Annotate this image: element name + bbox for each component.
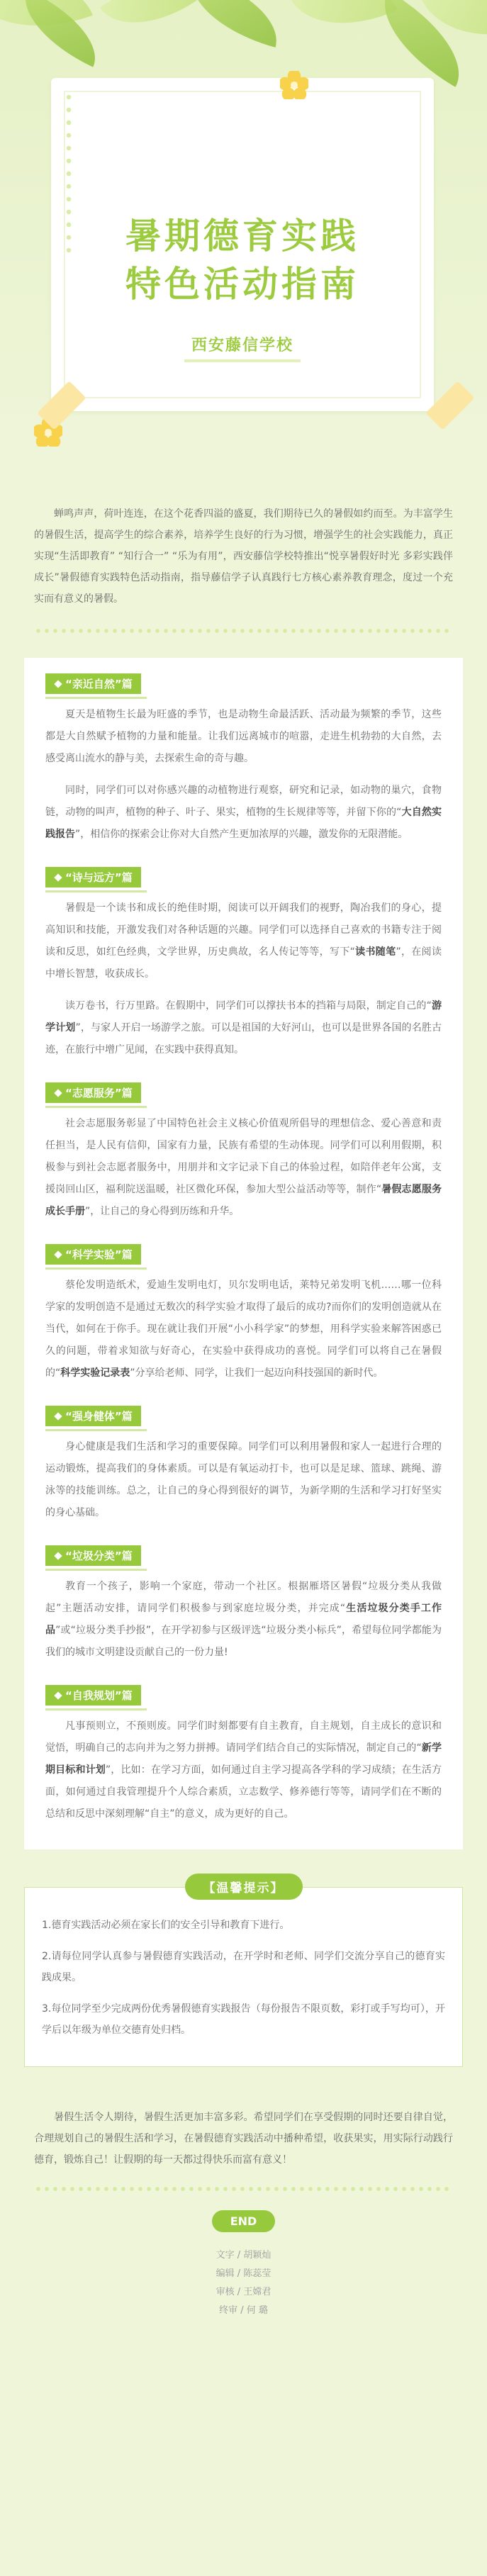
section-title-text: “自我规划”篇 bbox=[65, 1689, 133, 1702]
end-row bbox=[0, 2210, 487, 2232]
diamond-icon bbox=[54, 1691, 62, 1699]
end-badge: END bbox=[212, 2210, 276, 2232]
credit-editor: 编辑 / 陈蕊莹 bbox=[215, 2268, 272, 2279]
diamond-icon bbox=[54, 1250, 62, 1258]
paragraph-text: ”，让自己的身心得到历练和升华。 bbox=[85, 1206, 240, 1217]
section-title-text: “诗与远方”篇 bbox=[65, 871, 133, 884]
credits bbox=[0, 2246, 487, 2341]
section-title bbox=[45, 867, 141, 887]
section-body bbox=[45, 1113, 442, 1223]
paragraph-emphasis: 暑假志愿服务成长手册 bbox=[45, 1184, 442, 1217]
tip-item: 2.请每位同学认真参与暑假德育实践活动，在开学时和老师、同学们交流分享自己的德育实践成果。 bbox=[42, 1951, 445, 1983]
section-title-text: “志愿服务”篇 bbox=[65, 1087, 133, 1099]
flower-icon bbox=[280, 71, 308, 99]
section-title-text: “科学实验”篇 bbox=[65, 1248, 133, 1261]
section-title bbox=[45, 1406, 141, 1426]
section-title-text: “亲近自然”篇 bbox=[65, 678, 133, 690]
section-paragraph bbox=[45, 1113, 442, 1223]
hero-banner bbox=[0, 0, 487, 454]
diamond-icon bbox=[54, 1412, 62, 1420]
section-title-text: “垃圾分类”篇 bbox=[65, 1550, 133, 1562]
closing-paragraph: 暑假生活令人期待，暑假生活更加丰富多彩。希望同学们在享受假期的同时还要自律自觉，合理规划自己的暑假生活和学习，在暑假德育实践活动中播种希望，收获果实，用实际行动践行德育，锻炼自己！让假期的每一天都过得快乐而富有意义！ bbox=[34, 2112, 453, 2166]
credit-final-reviewer: 终审 / 何 璐 bbox=[219, 2305, 268, 2316]
section-paragraph bbox=[45, 897, 442, 985]
section bbox=[45, 1244, 442, 1384]
section-body bbox=[45, 704, 442, 846]
content-card bbox=[24, 658, 463, 1849]
paragraph-emphasis: 大自然实践报告 bbox=[45, 807, 442, 840]
paragraph-text: 暑假是一个读书和成长的绝佳时期，阅读可以开阔我们的视野，陶冶我们的身心，提高知识和技能，开激发我们对各种话题的兴趣。同学们可以选择自己喜欢的书籍专注于阅读和反思，如红色经典，文学世界，历史典故，名人传记等等，写下“ bbox=[45, 902, 442, 958]
paragraph-emphasis: 生活垃圾分类手工作品 bbox=[45, 1603, 442, 1636]
section-title bbox=[45, 673, 141, 694]
paragraph-text: 身心健康是我们生活和学习的重要保障。同学们可以利用暑假和家人一起进行合理的运动锻炼，提高我们的身体素质。可以是有氧运动打卡，也可以是足球、篮球、跳绳、游泳等的技能训练。总之，让自己的身心得到很好的调节，为新学期的生活和学习打好坚实的身心基础。 bbox=[45, 1441, 442, 1518]
credit-reviewer: 审核 / 王嫦君 bbox=[215, 2287, 272, 2297]
intro-paragraph: 蝉鸣声声，荷叶连连，在这个花香四溢的盛夏，我们期待已久的暑假如约而至。为丰富学生的暑假生活，提高学生的综合素养，培养学生良好的行为习惯，增强学生的社会实践能力，真正实现“生活即教育” “知行合一” “乐为有用”，西安藤信学校特推出“悦享暑假好时光 多彩实践伴成长”暑假德育实践特色活动指南，指导藤信学子认真践行七方核心素养教育理念，度过一个充实而有意义的暑假。 bbox=[34, 508, 453, 605]
section-title bbox=[45, 1082, 141, 1103]
tip-item: 3.每位同学至少完成两份优秀暑假德育实践报告（每份报告不限页数，彩打或手写均可），开学后以年级为单位交德育处归档。 bbox=[42, 2003, 445, 2036]
leaf-decoration bbox=[100, 0, 198, 48]
leaf-decoration bbox=[179, 0, 288, 47]
section-body bbox=[45, 1715, 442, 1825]
paragraph-text: 社会志愿服务彰显了中国特色社会主义核心价值观所倡导的理想信念、爱心善意和责任担当，是人民有信仰，国家有力量，民族有希望的生动体现。同学们可以利用假期，积极参与到社会志愿者服务中，用朋并和文字记录下自己的体验过程，如陪伴老年公寓，支援岗回山区，福利院送温暖，社区微化环保，参加大型公益活动等等，制作“ bbox=[45, 1118, 442, 1195]
section bbox=[45, 867, 442, 1061]
paragraph-text: 教育一个孩子，影响一个家庭，带动一个社区。根据雁塔区暑假“垃圾分类从我做起”主题活动安排，请同学们积极参与到家庭垃圾分类，并完成“ bbox=[45, 1581, 442, 1614]
section bbox=[45, 1685, 442, 1825]
page-title-line2: 特色活动指南 bbox=[125, 263, 359, 305]
section-paragraph bbox=[45, 1576, 442, 1664]
paragraph-text: ”分享给老师、同学，让我们一起迈向科技强国的新时代。 bbox=[130, 1367, 384, 1379]
tips-box bbox=[24, 1887, 463, 2067]
tips-badge: 【温馨提示】 bbox=[185, 1874, 303, 1900]
paragraph-text: ”，与家人开启一场游学之旅。可以是祖国的大好河山，也可以是世界各国的名胜古迹，在旅行中增广见闻，在实践中获得真知。 bbox=[45, 1022, 442, 1055]
section-title bbox=[45, 1685, 141, 1706]
diamond-icon bbox=[54, 1552, 62, 1559]
paragraph-emphasis: 读书随笔 bbox=[354, 946, 396, 958]
dot-divider bbox=[34, 2186, 453, 2192]
paragraph-text: ”或“垃圾分类手抄报”，在开学初参与区级评选“垃圾分类小标兵”，希望每位同学都能为我们的城市文明建设贡献自己的一份力量! bbox=[45, 1625, 442, 1658]
page-title-line1: 暑期德育实践 bbox=[125, 215, 359, 257]
paragraph-text: 夏天是植物生长最为旺盛的季节，也是动物生命最活跃、活动最为频繁的季节，这些都是大自然赋予植物的力量和能量。让我们远离城市的喧嚣，走进生机勃勃的大自然，去感受离山流水的静与美，去探索生命的奇与趣。 bbox=[45, 709, 442, 764]
diamond-icon bbox=[54, 680, 62, 688]
tip-item: 1.德育实践活动必须在家长们的安全引导和教育下进行。 bbox=[42, 1920, 290, 1931]
credit-writer: 文字 / 胡颖灿 bbox=[215, 2250, 272, 2261]
section-body bbox=[45, 897, 442, 1061]
paragraph-text: ”，在阅读中增长智慧，收获成长。 bbox=[45, 946, 442, 980]
section-paragraph bbox=[45, 704, 442, 770]
diamond-icon bbox=[54, 873, 62, 881]
section-body bbox=[45, 1436, 442, 1524]
paragraph-emphasis: 游学计划 bbox=[45, 1000, 442, 1034]
section bbox=[45, 1082, 442, 1223]
paragraph-text: 同时，同学们可以对你感兴趣的动植物进行观察，研究和记录，如动物的巢穴，食物链，动物的叫声，植物的种子、叶子、果实，植物的生长规律等等，并留下你的“ bbox=[45, 785, 442, 818]
paragraph-text: ”，比如：在学习方面，如何通过自主学习提高各学科的学习成绩；在生活方面，如何通过自我管理提升个人综合素质，立志数学、修养德行等等，请同学们在不断的总结和反思中深刻理解“自主”的意义，成为更好的自己。 bbox=[45, 1764, 442, 1820]
leaf-decoration bbox=[290, 0, 398, 49]
dot-divider bbox=[34, 628, 453, 634]
section-title bbox=[45, 1545, 141, 1566]
diamond-icon bbox=[54, 1089, 62, 1097]
paragraph-text: 读万卷书，行万里路。在假期中，同学们可以撑扶书本的挡箱与局限，制定自己的“ bbox=[65, 1000, 432, 1012]
section bbox=[45, 1545, 442, 1664]
section-title bbox=[45, 1244, 141, 1265]
paragraph-text: 凡事预则立，不预则废。同学们时刻都要有自主教育，自主规划，自主成长的意识和觉悟，明确自己的志向并为之努力拼搏。请同学们结合自己的实际情况，制定自己的“ bbox=[45, 1720, 442, 1754]
tips-panel bbox=[24, 1874, 463, 2067]
section-body bbox=[45, 1275, 442, 1384]
section-title-text: “强身健体”篇 bbox=[65, 1410, 133, 1423]
section-paragraph bbox=[45, 1275, 442, 1384]
paragraph-text: 蔡伦发明造纸术，爱迪生发明电灯，贝尔发明电话，莱特兄弟发明飞机……哪一位科学家的发明创造不是通过无数次的科学实验才取得了最后的成功?而你们的发明创造就从在当代，如何在于你手。现在就让我们开展“小小科学家”的梦想，用科学实验来解答困惑已久的问题，带着求知欲与好奇心，在实验中获得成功的喜悦。同学们可以将自己在暑假的“ bbox=[45, 1279, 442, 1379]
section-paragraph bbox=[45, 780, 442, 846]
school-name-text: 西安藤信学校 bbox=[184, 333, 301, 362]
section bbox=[45, 1406, 442, 1524]
paragraph-text: ”，相信你的探索会让你对大自然产生更加浓厚的兴趣，激发你的无限潜能。 bbox=[75, 829, 408, 840]
paragraph-emphasis: 新学期目标和计划 bbox=[45, 1742, 442, 1776]
section-body bbox=[45, 1576, 442, 1664]
section-paragraph bbox=[45, 1715, 442, 1825]
school-name bbox=[51, 333, 434, 362]
section-paragraph bbox=[45, 1436, 442, 1524]
section-paragraph bbox=[45, 995, 442, 1061]
paragraph-emphasis: 科学实验记录表 bbox=[60, 1367, 130, 1379]
section bbox=[45, 673, 442, 846]
